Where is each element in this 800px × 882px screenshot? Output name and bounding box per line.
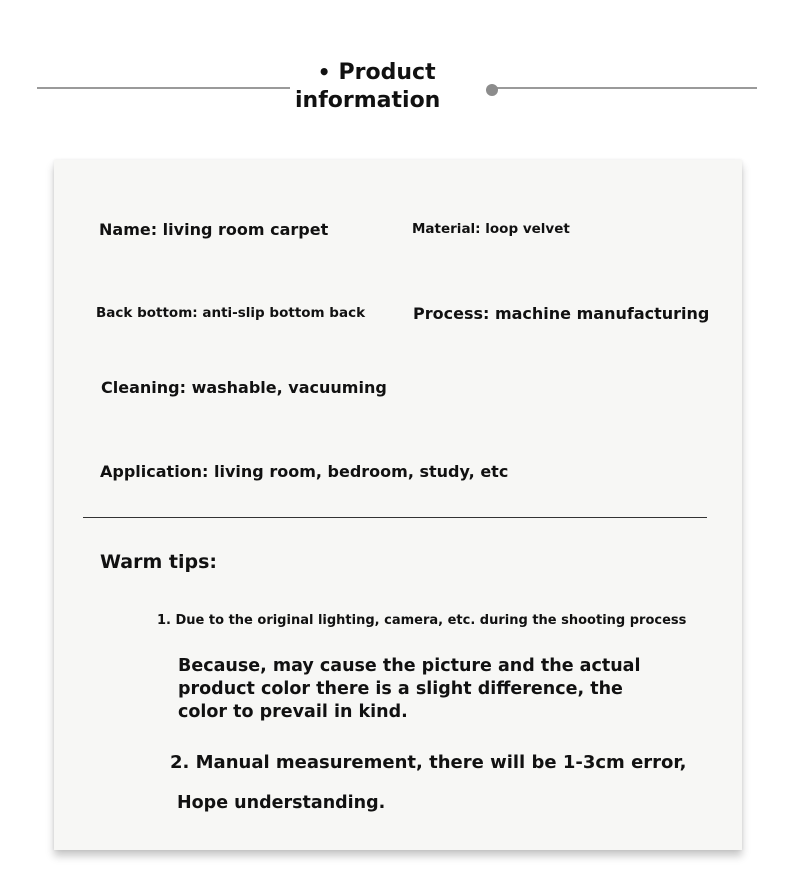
page-title — [295, 58, 440, 115]
product-info-card — [54, 160, 742, 850]
tip-2-continued: Hope understanding. — [177, 793, 386, 813]
spec-name: Name: living room carpet — [99, 220, 329, 239]
page-title-line2: information — [295, 88, 441, 113]
section-divider — [83, 517, 707, 518]
bullet-icon: • — [317, 60, 331, 84]
tip-2: 2. Manual measurement, there will be 1-3cm error, — [170, 752, 687, 773]
spec-back-bottom: Back bottom: anti-slip bottom back — [96, 305, 366, 321]
warm-tips-heading: Warm tips: — [100, 551, 217, 573]
header-circle-icon — [486, 84, 498, 96]
page-title-line1 — [295, 58, 440, 87]
spec-cleaning: Cleaning: washable, vacuuming — [101, 378, 387, 397]
title-product: Product — [338, 60, 436, 85]
spec-application: Application: living room, bedroom, study, etc — [100, 462, 509, 481]
header-line-right — [497, 87, 757, 89]
spec-process: Process: machine manufacturing — [413, 304, 710, 323]
spec-material: Material: loop velvet — [412, 221, 570, 237]
header-line-left — [37, 87, 290, 89]
tip-1: 1. Due to the original lighting, camera, etc. during the shooting process — [157, 613, 687, 628]
tip-1-continued: Because, may cause the picture and the actual product color there is a slight difference, the color to prevail in kind. — [178, 656, 641, 722]
